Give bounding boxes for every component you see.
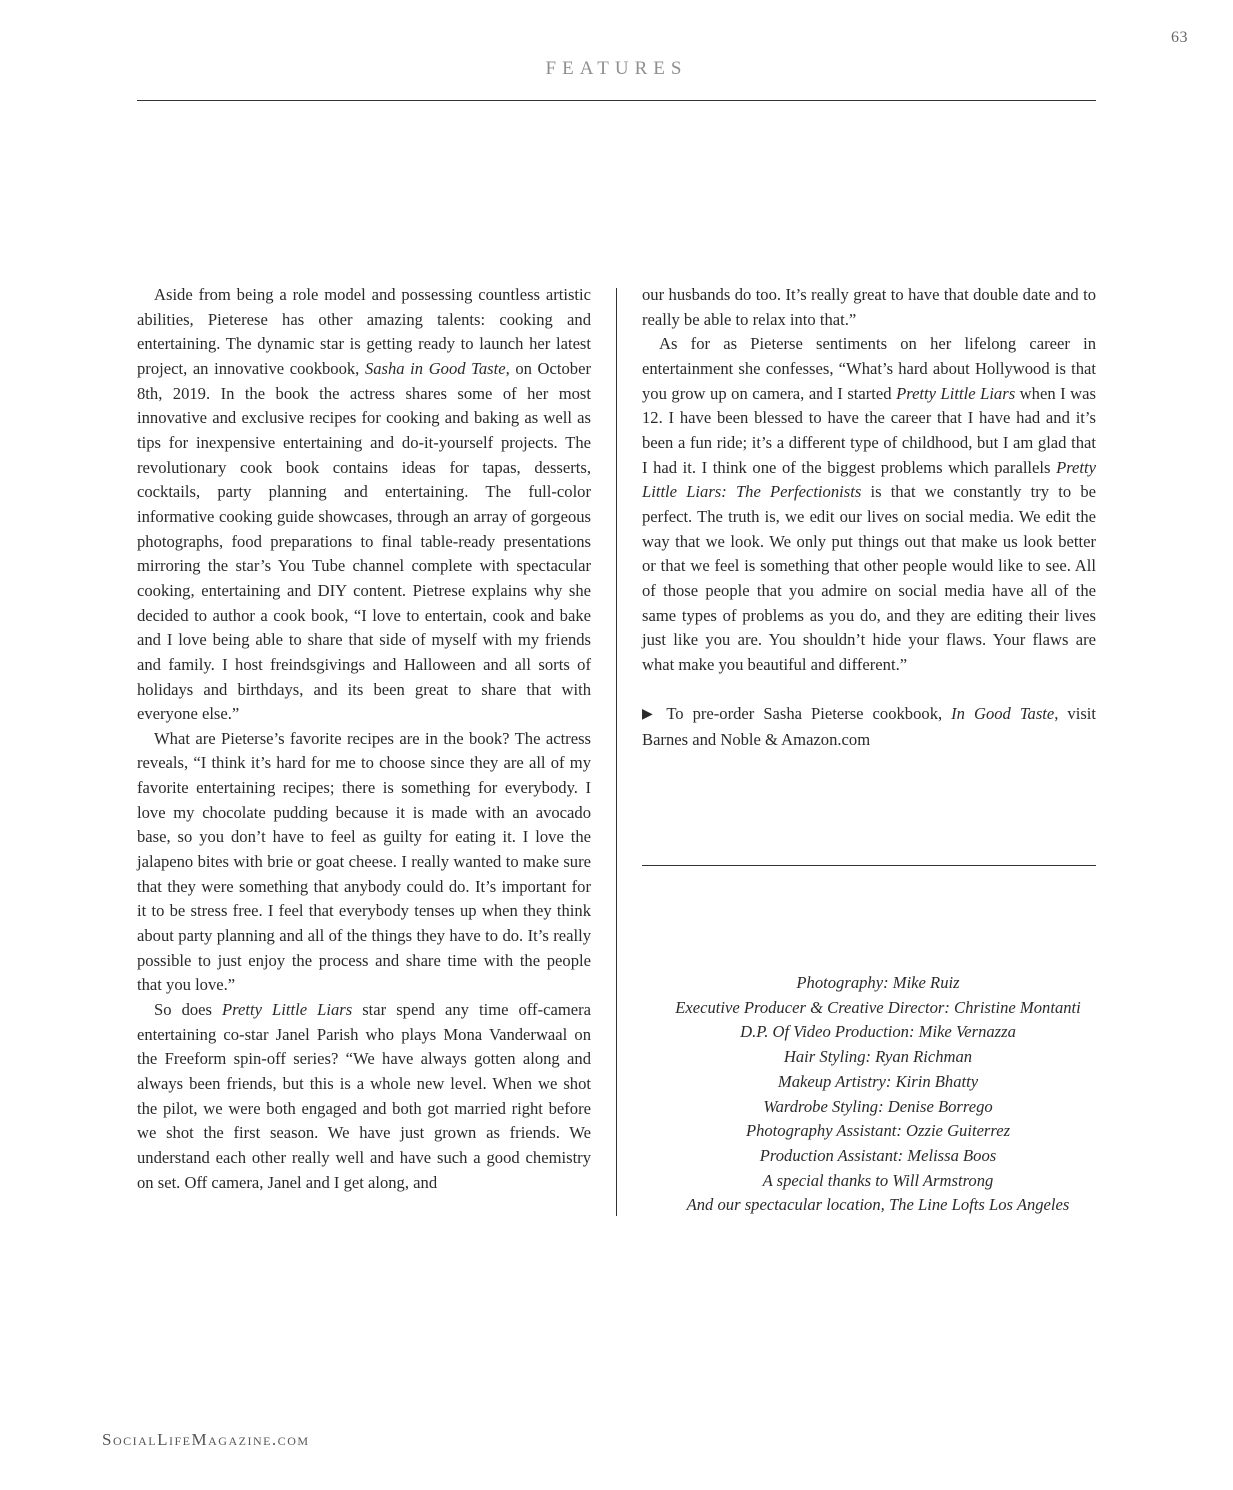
credit-line: Executive Producer & Creative Director: Christine Montanti [675, 997, 1081, 1017]
text-run: , on October 8th, 2019. In the book the actress shares some of her most innovative and exclusive recipes for cooking and baking as well as tips for inexpensive entertaining and do-it-yourself projects. The revolutionary cook book contains ideas for tapas, desserts, cocktails, party planning and entertaining. The full-color informative cooking guide showcases, through an array of gorgeous photographs, food preparations to final table-ready presentations mirroring the star’s You Tube channel complete with spectacular cooking, entertaining and DIY content. Pietrese explains why she decided to author a cook book, “I love to entertain, cook and bake and I love being able to share that side of myself with my friends and family. I host freindsgivings and Halloween and all sorts of holidays and birthdays, and its been great to share that with everyone else.” [137, 358, 591, 724]
credits-rule [642, 865, 1096, 866]
text-run: As for as Pieterse sentiments on her lifelong career in entertainment she confesses, “What’s hard about Hollywood is that you grow up on camera, and I started [642, 334, 1096, 403]
text-run: Aside from being a role model and possessing countless artistic abilities, Pieterese has other amazing talents: cooking and entertaining. The dynamic star is getting ready to launch her latest project, an innovative cookbook, [137, 285, 591, 378]
show-title: Pretty Little Liars: The Perfectionists [642, 457, 1096, 502]
text-run: is that we constantly try to be perfect. The truth is, we edit our lives on social media. We edit the way that we look. We only put things out that make us look better or that we feel is something that other people would like to see. All of those people that you admire on social media have all of the same types of problems as you do, and they are editing their lives just like you are. You shouldn’t hide your flaws. Your flaws are what make you beautiful and different.” [642, 482, 1097, 674]
credit-line: Hair Styling: Ryan Richman [783, 1047, 973, 1067]
article-column-right [642, 283, 1096, 753]
article-column-left [137, 283, 591, 1195]
text-run: when I was 12. I have been blessed to have the career that I have had and it’s been a fun ride; it’s a different type of childhood, but I am glad that I had it. I think one of the biggest problems which parallels [642, 383, 1096, 477]
header-rule [137, 100, 1096, 101]
section-header: FEATURES [545, 58, 688, 79]
text-run: To pre-order Sasha Pieterse cookbook, [666, 703, 952, 723]
play-triangle-icon: ▶ [642, 706, 658, 722]
article-paragraph: our husbands do too. It’s really great to have that double date and to really be able to relax into that.” [642, 285, 1096, 329]
preorder-note [642, 702, 1096, 753]
book-title: Sasha in Good Taste [364, 358, 506, 378]
credit-line: Wardrobe Styling: Denise Borrego [763, 1096, 993, 1116]
show-title: Pretty Little Liars [896, 383, 1016, 403]
column-divider [616, 288, 617, 1216]
show-title: Pretty Little Liars [222, 1000, 353, 1020]
text-run: , visit Barnes and Noble & Amazon.com [642, 703, 1096, 750]
page-number: 63 [1171, 29, 1188, 46]
footer-site-name: SocialLifeMagazine.com [102, 1430, 310, 1449]
credit-line: And our spectacular location, The Line Lofts Los Angeles [686, 1195, 1070, 1215]
credit-line: Photography Assistant: Ozzie Guiterrez [745, 1121, 1011, 1141]
credit-line: A special thanks to Will Armstrong [762, 1170, 994, 1190]
credit-line: Makeup Artistry: Kirin Bhatty [777, 1071, 979, 1091]
credit-line: D.P. Of Video Production: Mike Vernazza [740, 1022, 1016, 1042]
credit-line: Photography: Mike Ruiz [796, 973, 960, 992]
article-paragraph [137, 283, 591, 727]
credits-block [642, 971, 1114, 1218]
article-paragraph [137, 998, 591, 1195]
credit-line: Production Assistant: Melissa Boos [759, 1145, 997, 1165]
article-paragraph [642, 332, 1096, 677]
text-run: So does [154, 1000, 223, 1020]
article-paragraph: What are Pieterse’s favorite recipes are in the book? The actress reveals, “I think it’s hard for me to choose since they are all of my favorite entertaining recipes; there is something for everybody. I love my chocolate pudding because it is made with an avocado base, so you don’t have to feel as guilty for eating it. I love the jalapeno bites with brie or goat cheese. I really wanted to make sure that they were something that anybody could do. It’s important for it to be stress free. I feel that everybody tenses up when they think about party planning and all of the things they have to do. It’s really possible to just enjoy the process and share time with the people that you love.” [137, 728, 591, 995]
text-run: star spend any time off-camera entertaining co-star Janel Parish who plays Mona Vanderwaal on the Freeform spin-off series? “We have always gotten along and always been friends, but this is a whole new level. When we shot the pilot, we were both engaged and both got married right before we shot the first season. We have just grown as friends. We understand each other really well and have such a good chemistry on set. Off camera, Janel and I get along, and [137, 1000, 592, 1192]
book-title: In Good Taste [951, 703, 1055, 723]
